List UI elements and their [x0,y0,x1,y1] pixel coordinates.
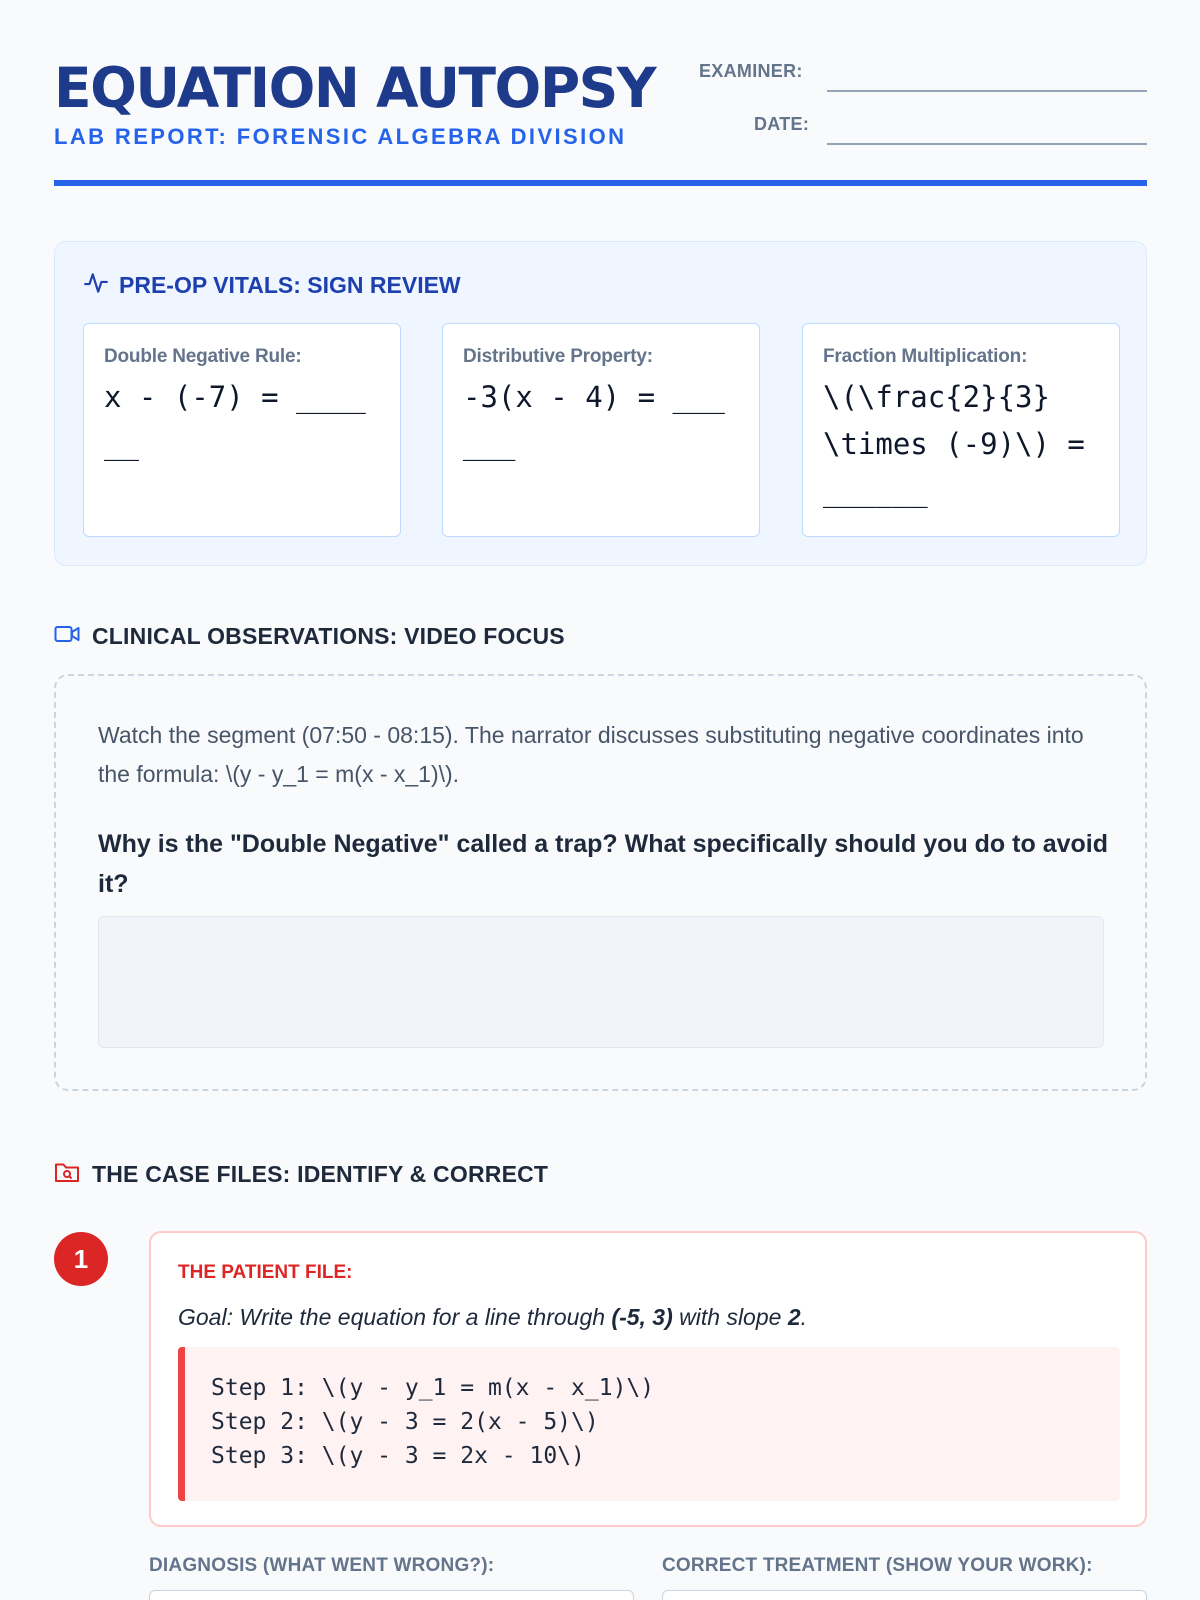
date-field[interactable] [827,143,1147,145]
diagnosis-answer-box[interactable] [149,1590,634,1600]
activity-pulse-icon [83,270,109,301]
page-title: EQUATION AUTOPSY [54,56,656,120]
header-divider [54,180,1147,186]
patient-goal: Goal: Write the equation for a line through (-5, 3) with slope 2. [178,1304,808,1330]
goal-slope: 2 [787,1304,801,1330]
work-step: Step 1: \(y - y_1 = m(x - x_1)\) [211,1375,655,1401]
observations-panel [54,674,1147,1091]
goal-point: (-5, 3) [611,1304,673,1330]
vitals-heading-text: PRE-OP VITALS: SIGN REVIEW [119,272,461,298]
report-header [54,52,1147,188]
vitals-card-label: Fraction Multiplication: [823,346,1028,367]
vitals-card-expression[interactable]: \(\frac{2}{3} \times (-9)\) = ______ [823,380,1085,508]
patient-work-steps [178,1347,1120,1501]
vitals-card-expression[interactable]: -3(x - 4) = ______ [463,380,725,461]
vitals-heading [83,270,461,301]
observations-instructions: Watch the segment (07:50 - 08:15). The narrator discusses substituting negative coordinates into the formula: \(y - y_1 = m(x - x_1)\). [98,722,1084,787]
observations-question: Why is the "Double Negative" called a trap? What specifically should you do to avoid it? [98,830,1108,898]
treatment-label: CORRECT TREATMENT (SHOW YOUR WORK): [662,1555,1093,1576]
examiner-label: EXAMINER: [699,61,803,81]
observations-heading-text: CLINICAL OBSERVATIONS: VIDEO FOCUS [92,623,565,649]
page-subtitle: LAB REPORT: FORENSIC ALGEBRA DIVISION [54,124,627,149]
work-step: Step 2: \(y - 3 = 2(x - 5)\) [211,1409,599,1435]
vitals-card [83,323,401,537]
vitals-card [442,323,760,537]
vitals-card [802,323,1120,537]
examiner-field[interactable] [827,90,1147,92]
patient-file-label: THE PATIENT FILE: [178,1262,353,1283]
patient-file-card [149,1231,1147,1527]
folder-search-icon [54,1160,80,1189]
treatment-answer-box[interactable] [662,1590,1147,1600]
diagnosis-label: DIAGNOSIS (WHAT WENT WRONG?): [149,1555,495,1576]
observations-answer-box[interactable] [98,916,1104,1048]
vitals-card-label: Distributive Property: [463,346,653,367]
case-files-heading-text: THE CASE FILES: IDENTIFY & CORRECT [92,1161,549,1187]
vitals-panel [54,241,1147,566]
observations-heading [54,623,565,650]
case-files-heading [54,1160,548,1189]
vitals-card-expression[interactable]: x - (-7) = ______ [104,380,366,461]
video-camera-icon [54,623,80,650]
case-number-badge: 1 [54,1232,108,1286]
date-label: DATE: [754,114,810,134]
vitals-card-label: Double Negative Rule: [104,346,302,367]
work-step: Step 3: \(y - 3 = 2x - 10\) [211,1443,585,1469]
